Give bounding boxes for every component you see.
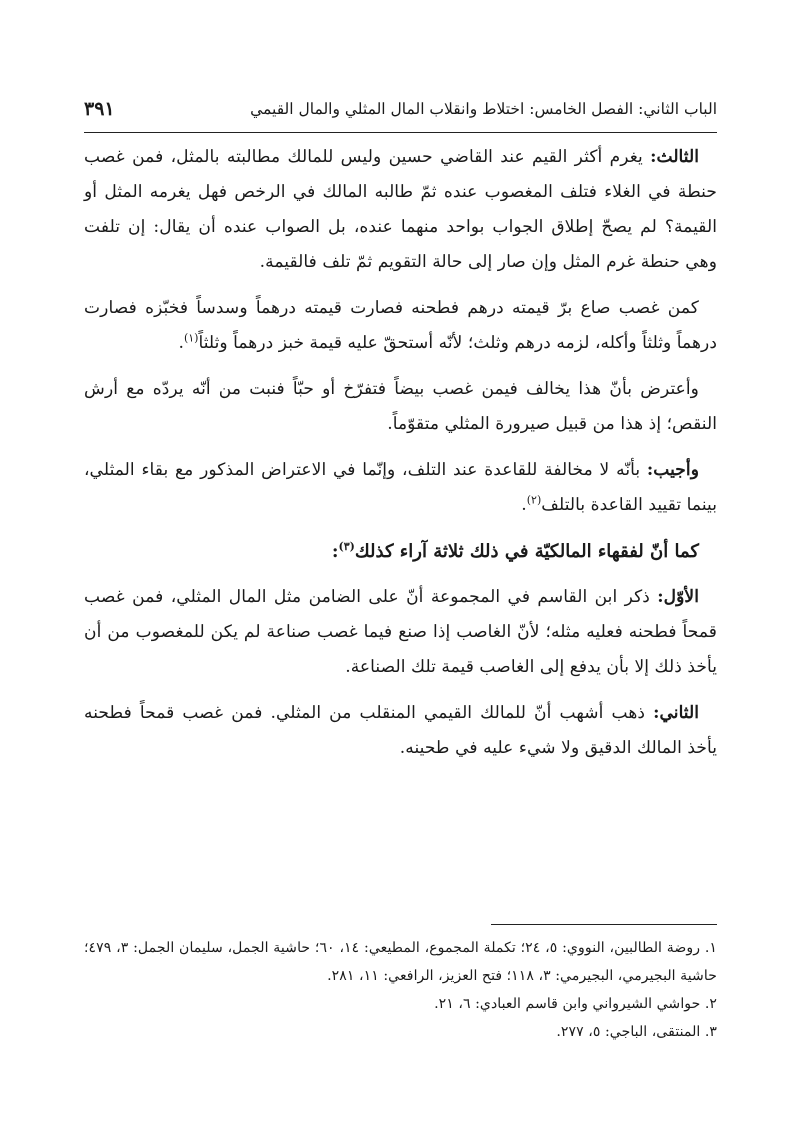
main-text	[84, 140, 717, 777]
paragraph-answer	[84, 453, 717, 523]
running-title: الباب الثاني: الفصل الخامس: اختلاط وانقلاب المال المثلي والمال القيمي	[250, 100, 717, 118]
footnote-ref-2[interactable]: (٢)	[526, 493, 542, 507]
heading-end: :	[331, 541, 339, 562]
footnotes	[84, 934, 717, 1046]
paragraph-lead: الثالث:	[650, 147, 699, 167]
paragraph-second-maliki	[84, 696, 717, 766]
page-header	[84, 92, 717, 133]
paragraph-lead: الأوّل:	[657, 587, 699, 607]
heading-text: كما أنّ لفقهاء المالكيّة في ذلك ثلاثة آراء كذلك	[354, 541, 699, 562]
section-heading	[84, 534, 717, 569]
paragraph-example	[84, 291, 717, 361]
paragraph-objection	[84, 372, 717, 442]
paragraph-text: يغرم أكثر القيم عند القاضي حسين وليس للمالك مطالبته بالمثل، فمن غصب حنطة في الغلاء فتلف المغصوب عنده ثمّ طالبه المالك في الرخص فهل يغرمه المثل أو القيمة؟ لم يصحّ إطلاق الجواب بواحد منهما عنده، بل الصواب عنده أن يقال: إن تلفت وهي حنطة غرم المثل وإن صار إلى حالة التقويم ثمّ تلف فالقيمة.	[84, 147, 717, 272]
paragraph-text: ذكر ابن القاسم في المجموعة أنّ على الضامن مثل المال المثلي، فمن غصب قمحاً فطحنه فعليه مثله؛ لأنّ الغاصب إذا صنع فيما غصب صناعة لم يكن للمغصوب من أن يأخذ ذلك إلا بأن يدفع إلى الغاصب قيمة تلك الصناعة.	[84, 587, 717, 677]
paragraph-text: ذهب أشهب أنّ للمالك القيمي المنقلب من المثلي. فمن غصب قمحاً فطحنه يأخذ المالك الدقيق ولا شيء عليه في طحينه.	[84, 703, 717, 758]
footnote-2: ٢. حواشي الشيرواني وابن قاسم العبادي: ٦، ٢١.	[434, 996, 717, 1012]
paragraph-end: .	[178, 333, 184, 353]
paragraph-end: .	[521, 495, 527, 515]
footnote-ref-1[interactable]: (١)	[183, 331, 199, 345]
page-number: ٣٩١	[84, 98, 115, 120]
footnote-1: ١. روضة الطالبين، النووي: ٥، ٢٤؛ تكملة المجموع، المطيعي: ١٤، ٦٠؛ حاشية الجمل، سليمان الجمل: ٣، ٤٧٩؛ حاشية البجيرمي، البجيرمي: ٣، ١١٨؛ فتح العزيز، الرافعي: ١١، ٢٨١.	[84, 940, 717, 984]
footnote-ref-3[interactable]: (٣)	[338, 540, 355, 553]
paragraph-text: بأنّه لا مخالفة للقاعدة عند التلف، وإنّما في الاعتراض المذكور مع بقاء المثلي، بينما تقييد القاعدة بالتلف	[84, 460, 717, 515]
paragraph-first-maliki	[84, 580, 717, 685]
paragraph-text: كمن غصب صاع برّ قيمته درهم فطحنه فصارت قيمته درهماً وسدساً فخبّزه فصارت درهماً وثلثاً وأكله، لزمه درهم وثلث؛ لأنّه أستحقّ عليه قيمة خبز درهماً وثلثاً	[84, 298, 717, 353]
paragraph-third-opinion	[84, 140, 717, 280]
paragraph-lead: الثاني:	[653, 703, 699, 723]
paragraph-lead: وأجيب:	[646, 460, 699, 480]
footnote-separator	[491, 924, 717, 925]
paragraph-text: وأعترض بأنّ هذا يخالف فيمن غصب بيضاً فتفرّخ أو حبّاً فنبت من أنّه يردّه مع أرش النقص؛ إذ هذا من قبيل صيرورة المثلي متقوّماً.	[84, 379, 717, 434]
footnote-3: ٣. المنتقى، الباجي: ٥، ٢٧٧.	[556, 1024, 717, 1040]
